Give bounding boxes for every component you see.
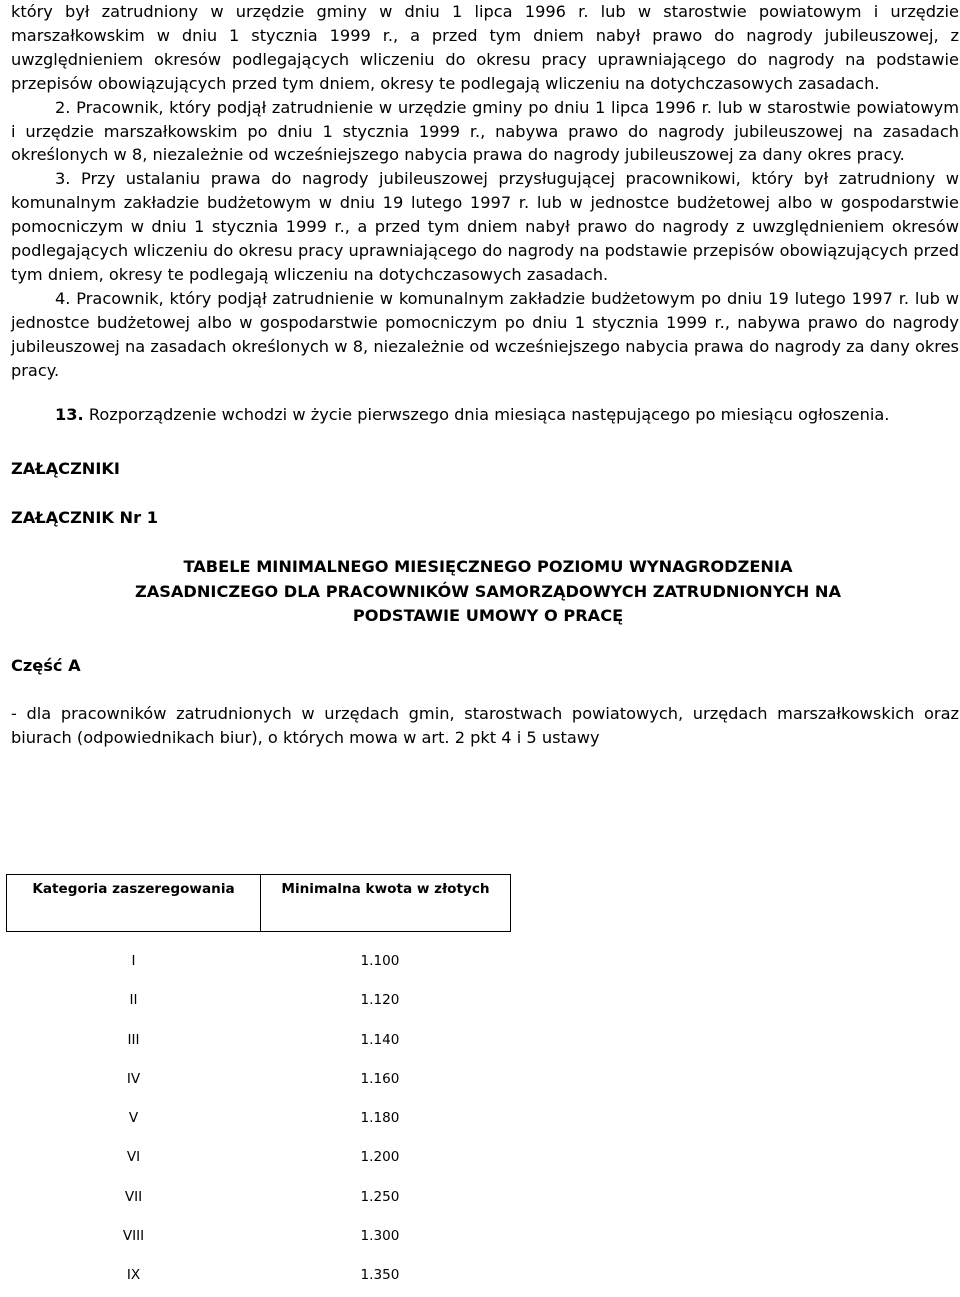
table-row	[7, 969, 511, 1008]
section-13-text: Rozporządzenie wchodzi w życie pierwszego dnia miesiąca następującego po miesiącu ogłoszenia.	[83, 404, 890, 424]
table-row	[7, 1008, 511, 1047]
table-row	[7, 1165, 511, 1204]
category-cell: VIII	[122, 1228, 145, 1245]
amount-cell: 1.180	[360, 1110, 400, 1127]
category-cell: IX	[126, 1267, 141, 1284]
section-13	[11, 403, 959, 427]
amount-cell: 1.120	[360, 992, 400, 1009]
amount-cell: 1.100	[360, 953, 400, 969]
category-cell: II	[129, 992, 138, 1009]
column-header-category: Kategoria zaszeregowania	[7, 875, 261, 932]
table-row	[7, 1048, 511, 1087]
amount-cell: 1.250	[360, 1188, 400, 1205]
heading-zalacznik-1: ZAŁĄCZNIK Nr 1	[11, 508, 158, 528]
title-line-3: PODSTAWIE UMOWY O PRACĘ	[352, 606, 624, 626]
document-page	[11, 0, 959, 750]
table-row	[7, 1244, 511, 1283]
document-title	[11, 555, 959, 629]
category-cell: V	[128, 1110, 139, 1127]
category-cell: IV	[126, 1070, 141, 1087]
section-13-number: 13.	[55, 404, 84, 424]
table-header-row	[7, 875, 511, 932]
table-row	[7, 1126, 511, 1165]
table-row	[7, 1205, 511, 1244]
category-cell: I	[131, 953, 136, 969]
title-line-2: ZASADNICZEGO DLA PRACOWNIKÓW SAMORZĄDOWYCH ZATRUDNIONYCH NA	[134, 581, 842, 601]
amount-cell: 1.300	[360, 1228, 400, 1245]
category-cell: III	[127, 1031, 140, 1048]
amount-cell: 1.200	[360, 1149, 400, 1166]
table-row	[7, 932, 511, 970]
amount-cell: 1.140	[360, 1031, 400, 1048]
paragraph-3: 3. Przy ustalaniu prawa do nagrody jubileuszowej przysługującej pracownikowi, który był zatrudniony w komunalnym zakładzie budżetowym w dniu 19 lutego 1997 r. lub w jednostce budżetowej albo w gospodarstwie pomocniczym w dniu 1 stycznia 1999 r., a przed tym dniem nabył prawo do nagrody z uwzględnieniem okresów podlegających wliczeniu do okresu pracy uprawniającego do nagrody na podstawie przepisów obowiązujących przed tym dniem, okresy te podlegają wliczeniu na dotychczasowych zasadach.	[11, 169, 959, 284]
salary-category-table	[6, 874, 511, 1283]
column-header-amount: Minimalna kwota w złotych	[261, 875, 511, 932]
amount-cell: 1.160	[360, 1070, 400, 1087]
paragraph-4: 4. Pracownik, który podjął zatrudnienie w komunalnym zakładzie budżetowym po dniu 19 lutego 1997 r. lub w jednostce budżetowej albo w gospodarstwie pomocniczym po dniu 1 stycznia 1999 r., nabywa prawo do nagrody jubileuszowej na zasadach określonych w 8, niezależnie od wcześniejszego nabycia prawa do nagrody za dany okres pracy.	[11, 288, 959, 380]
scope-note: - dla pracowników zatrudnionych w urzędach gmin, starostwach powiatowych, urzędach marszałkowskich oraz biurach (odpowiednikach biur), o których mowa w art. 2 pkt 4 i 5 ustawy	[11, 703, 959, 747]
category-cell: VI	[126, 1149, 141, 1166]
heading-zalaczniki: ZAŁĄCZNIKI	[11, 459, 120, 479]
amount-cell: 1.350	[360, 1267, 400, 1284]
category-cell: VII	[124, 1188, 143, 1205]
title-line-1: TABELE MINIMALNEGO MIESIĘCZNEGO POZIOMU WYNAGRODZENIA	[183, 557, 793, 577]
heading-czesc-a: Część A	[11, 655, 81, 675]
table-row	[7, 1087, 511, 1126]
paragraph-continued: który był zatrudniony w urzędzie gminy w dniu 1 lipca 1996 r. lub w starostwie powiatowym i urzędzie marszałkowskim w dniu 1 stycznia 1999 r., a przed tym dniem nabył prawo do nagrody jubileuszowej, z uwzględnieniem okresów podlegających wliczeniu do okresu pracy uprawniającego do nagrody na podstawie przepisów obowiązujących przed tym dniem, okresy te podlegają wliczeniu na dotychczasowych zasadach.	[11, 2, 959, 93]
paragraph-2: 2. Pracownik, który podjął zatrudnienie w urzędzie gminy po dniu 1 lipca 1996 r. lub w starostwie powiatowym i urzędzie marszałkowskim po dniu 1 stycznia 1999 r., nabywa prawo do nagrody jubileuszowej na zasadach określonych w 8, niezależnie od wcześniejszego nabycia prawa do nagrody jubileuszowej za dany okres pracy.	[11, 97, 959, 165]
